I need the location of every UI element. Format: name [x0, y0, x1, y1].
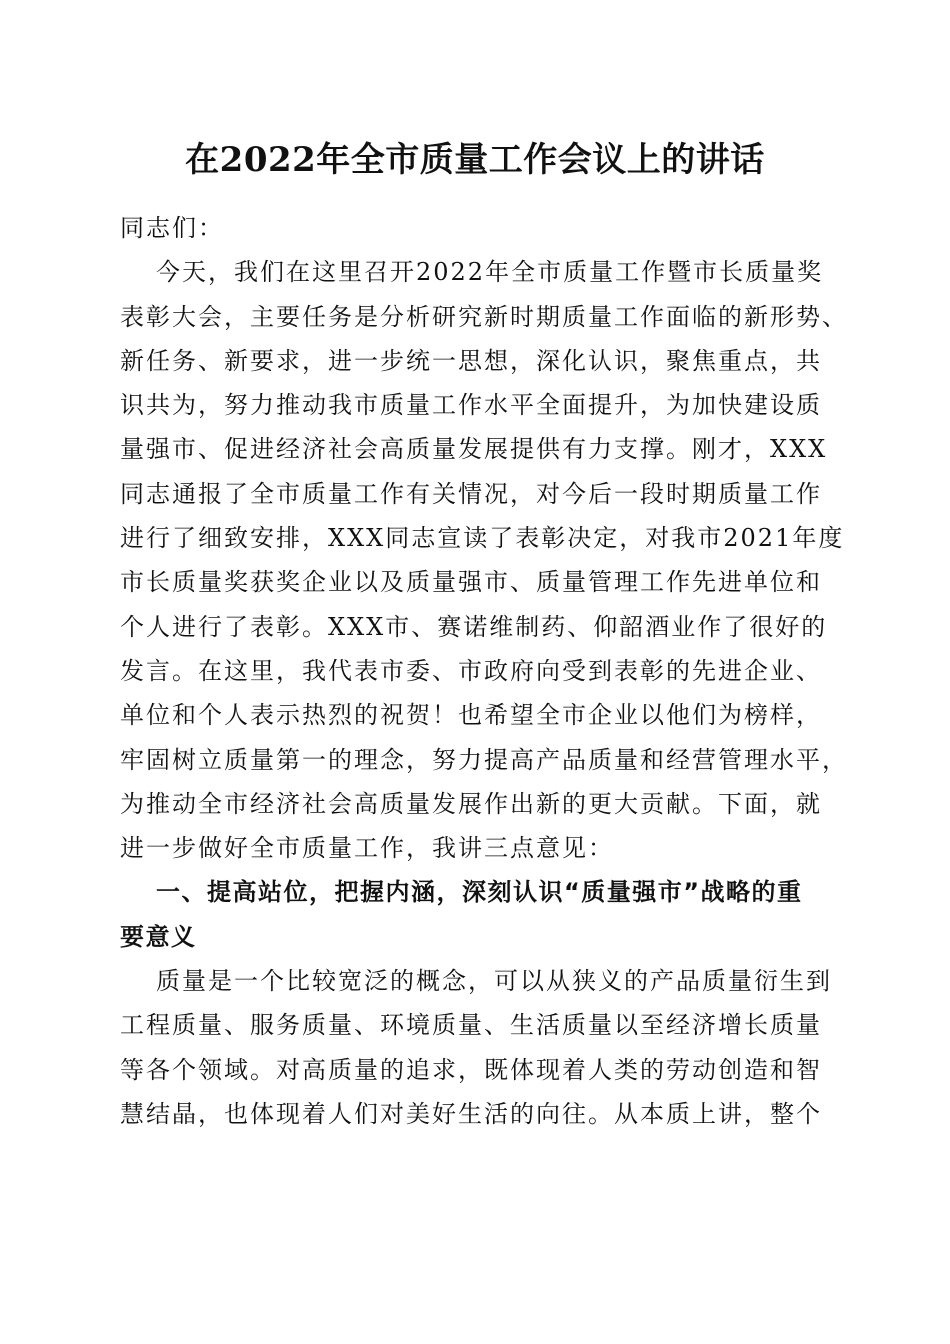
- salutation: 同志们：: [120, 214, 224, 242]
- paragraph-line: 同志通报了全市质量工作有关情况，对今后一段时期质量工作: [120, 479, 822, 508]
- paragraph-line: 单位和个人表示热烈的祝贺！也希望全市企业以他们为榜样，: [120, 701, 822, 730]
- paragraph-line: 今天，我们在这里召开2022年全市质量工作暨市长质量奖: [156, 258, 824, 287]
- paragraph-line: 牢固树立质量第一的理念，努力提高产品质量和经营管理水平，: [120, 745, 848, 774]
- paragraph-line: 个人进行了表彰。XXX市、赛诺维制药、仰韶酒业作了很好的: [120, 612, 828, 641]
- paragraph-line: 发言。在这里，我代表市委、市政府向受到表彰的先进企业、: [120, 656, 822, 685]
- paragraph-line: 等各个领域。对高质量的追求，既体现着人类的劳动创造和智: [120, 1055, 822, 1084]
- document-title: 在2022年全市质量工作会议上的讲话: [185, 140, 765, 180]
- paragraph-line: 进一步做好全市质量工作，我讲三点意见：: [120, 834, 614, 863]
- paragraph-line: 慧结晶，也体现着人们对美好生活的向往。从本质上讲，整个: [120, 1099, 822, 1128]
- paragraph-line: 为推动全市经济社会高质量发展作出新的更大贡献。下面，就: [120, 789, 822, 818]
- paragraph-line: 进行了细致安排，XXX同志宣读了表彰决定，对我市2021年度: [120, 524, 845, 553]
- document-body: [120, 206, 848, 1136]
- paragraph-line: 新任务、新要求，进一步统一思想，深化认识，聚焦重点，共: [120, 346, 822, 375]
- section-heading: 一、提高站位，把握内涵，深刻认识“质量强市”战略的重: [156, 878, 803, 907]
- paragraph-line: 市长质量奖获奖企业以及质量强市、质量管理工作先进单位和: [120, 568, 822, 597]
- section-heading-continued: 要意义: [120, 922, 197, 951]
- paragraph-line: 表彰大会，主要任务是分析研究新时期质量工作面临的新形势、: [120, 302, 848, 331]
- paragraph-line: 工程质量、服务质量、环境质量、生活质量以至经济增长质量: [120, 1011, 822, 1040]
- paragraph-line: 识共为，努力推动我市质量工作水平全面提升，为加快建设质: [120, 391, 822, 420]
- paragraph-line: 质量是一个比较宽泛的概念，可以从狭义的产品质量衍生到: [156, 967, 832, 996]
- paragraph-line: 量强市、促进经济社会高质量发展提供有力支撑。刚才，XXX: [120, 435, 828, 464]
